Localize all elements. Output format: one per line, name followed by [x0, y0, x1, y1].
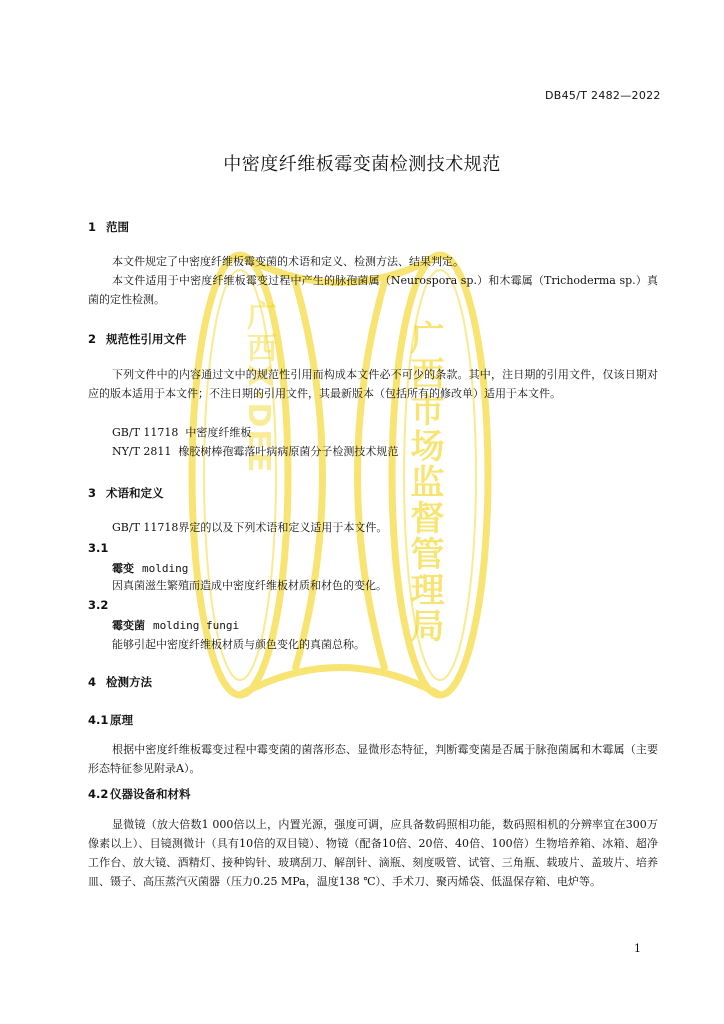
reference-item: GB/T 11718 中密度纤维板 — [112, 426, 252, 439]
document-code: DB45/T 2482—2022 — [545, 89, 661, 102]
paragraph: 显微镜（放大倍数1 000倍以上，内置光源，强度可调，应具备数码照相功能，数码照相机的分辨率宜在300万像素以上）、目镜测微计（具有10倍的双目镜）、物镜（配备10倍、20倍、40倍、100倍）生物培养箱、冰箱、超净工作台、放大镜、酒精灯、接种钩针、玻璃刮刀、解剖针、滴瓶、刻度吸管、试管、三角瓶、载玻片、盖玻片、培养皿、镊子、高压蒸汽灭菌器（压力0.25 MPa，温度138 ℃）、手术刀、聚丙烯袋、低温保存箱、电炉等。 — [88, 818, 658, 888]
section-heading-normative-references: 2 规范性引用文件 — [88, 332, 187, 346]
term-entry: 霉变菌 molding fungi — [112, 619, 240, 632]
document-title: 中密度纤维板霉变菌检测技术规范 — [223, 154, 501, 175]
section-heading-test-methods: 4 检测方法 — [88, 675, 152, 689]
term-definition: 因真菌滋生繁殖而造成中密度纤维板材质和材色的变化。 — [112, 579, 387, 592]
clause-heading-equipment: 4.2 仪器设备和材料 — [88, 787, 191, 801]
page-number: 1 — [634, 942, 641, 955]
term-number: 3.1 — [88, 541, 109, 555]
paragraph: 本文件规定了中密度纤维板霉变菌的术语和定义、检测方法、结果判定。 — [112, 255, 464, 268]
watermark-text-left: 广西X·DEE — [241, 300, 276, 475]
term-number: 3.2 — [88, 598, 109, 612]
paragraph: 下列文件中的内容通过文中的规范性引用而构成本文件必不可少的条款。其中，注日期的引用文件，仅该日期对应的版本适用于本文件；不注日期的引用文件，其最新版本（包括所有的修改单）适用于本文件。 — [88, 368, 658, 400]
watermark-text-right: 广西市场监督管理局 — [404, 320, 444, 644]
section-heading-scope: 1 范围 — [88, 220, 129, 234]
term-definition: 能够引起中密度纤维板材质与颜色变化的真菌总称。 — [112, 638, 365, 651]
section-heading-terms: 3 术语和定义 — [88, 486, 164, 500]
reference-item: NY/T 2811 橡胶树棒孢霉落叶病病原菌分子检测技术规范 — [112, 445, 399, 458]
paragraph: 根据中密度纤维板霉变过程中霉变菌的菌落形态、显微形态特征，判断霉变菌是否属于脉孢菌属和木霉属（主要形态特征参见附录A）。 — [88, 743, 658, 775]
clause-heading-principle: 4.1 原理 — [88, 713, 133, 727]
term-entry: 霉变 molding — [112, 562, 189, 575]
paragraph: 本文件适用于中密度纤维板霉变过程中产生的脉孢菌属（Neurospora sp.）和木霉属（Trichoderma sp.）真菌的定性检测。 — [88, 274, 658, 306]
paragraph: GB/T 11718界定的以及下列术语和定义适用于本文件。 — [112, 521, 388, 534]
